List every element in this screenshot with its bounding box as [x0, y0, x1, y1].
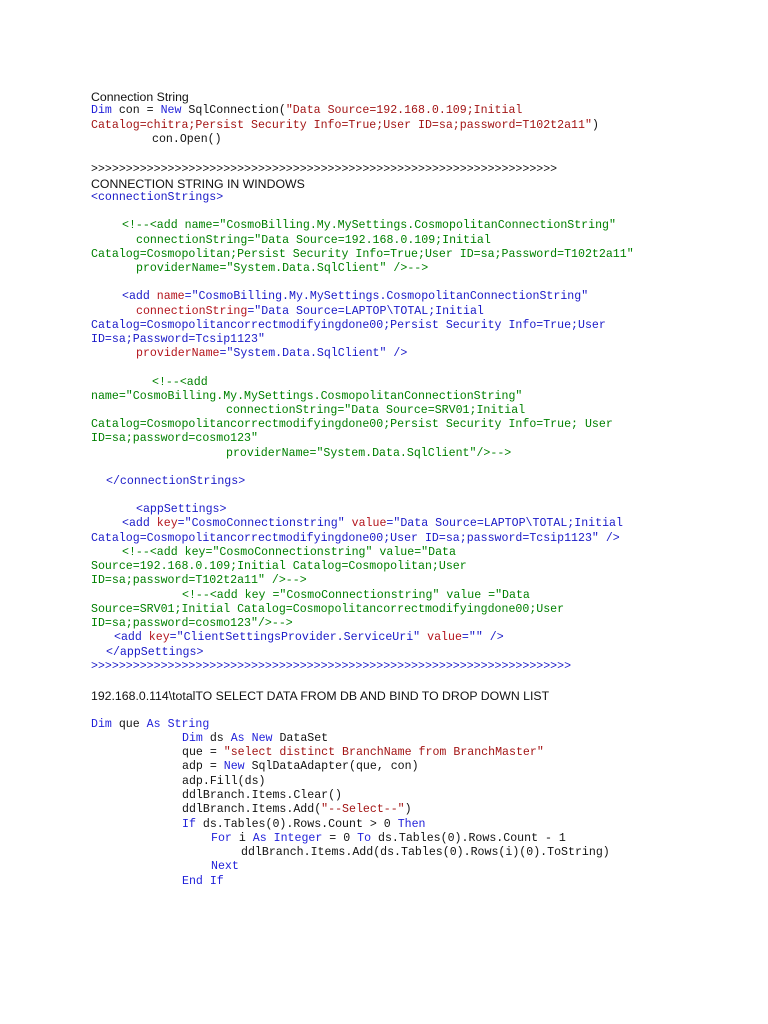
code-line: ddlBranch.Items.Add(ds.Tables(0).Rows(i)(0).ToString) — [241, 846, 610, 859]
code-line: Next — [211, 860, 239, 873]
xml-line: </connectionStrings> — [106, 475, 246, 488]
code-line: Catalog=chitra;Persist Security Info=True;User ID=sa;password=T102t2a11") — [91, 119, 599, 132]
code-line: End If — [182, 875, 224, 888]
xml-line: Catalog=Cosmopolitancorrectmodifyingdone00;User ID=sa;password=Tcsip1123" /> — [91, 532, 620, 545]
code-line: adp.Fill(ds) — [182, 775, 266, 788]
xml-line: connectionString="Data Source=LAPTOP\TOTAL;Initial — [136, 305, 484, 318]
heading-select-data: 192.168.0.114\totalTO SELECT DATA FROM DB AND BIND TO DROP DOWN LIST — [91, 689, 550, 703]
code-line: If ds.Tables(0).Rows.Count > 0 Then — [182, 818, 426, 831]
xml-line: <connectionStrings> — [91, 191, 224, 204]
code-line: que = "select distinct BranchName from BranchMaster" — [182, 746, 544, 759]
xml-comment-line: <!--<add — [152, 376, 208, 389]
xml-comment-line: connectionString="Data Source=192.168.0.109;Initial — [136, 234, 491, 247]
code-line: con.Open() — [152, 133, 222, 146]
xml-comment-line: ID=sa;password=cosmo123" — [91, 432, 258, 445]
xml-comment-line: providerName="System.Data.SqlClient" />--> — [136, 262, 429, 275]
xml-line: <add key="ClientSettingsProvider.ServiceUri" value="" /> — [114, 631, 504, 644]
code-line: ddlBranch.Items.Clear() — [182, 789, 343, 802]
xml-comment-line: <!--<add key ="CosmoConnectionstring" value ="Data — [182, 589, 530, 602]
code-line: Dim que As String — [91, 718, 210, 731]
code-line: ddlBranch.Items.Add("--Select--") — [182, 803, 412, 816]
xml-comment-line: ID=sa;password=cosmo123"/>--> — [91, 617, 293, 630]
xml-line: providerName="System.Data.SqlClient" /> — [136, 347, 408, 360]
xml-comment-line: providerName="System.Data.SqlClient"/>--> — [226, 447, 512, 460]
code-line: Dim ds As New DataSet — [182, 732, 329, 745]
xml-comment-line: name="CosmoBilling.My.MySettings.CosmopolitanConnectionString" — [91, 390, 523, 403]
code-line: adp = New SqlDataAdapter(que, con) — [182, 760, 419, 773]
xml-line: <add key="CosmoConnectionstring" value="Data Source=LAPTOP\TOTAL;Initial — [122, 517, 623, 530]
xml-comment-line: Catalog=Cosmopolitancorrectmodifyingdone00;Persist Security Info=True; User — [91, 418, 613, 431]
xml-line: <add name="CosmoBilling.My.MySettings.CosmopolitanConnectionString" — [122, 290, 589, 303]
xml-comment-line: ID=sa;password=T102t2a11" />--> — [91, 574, 307, 587]
separator-line: >>>>>>>>>>>>>>>>>>>>>>>>>>>>>>>>>>>>>>>>>>>>>>>>>>>>>>>>>>>>>>>>>>> — [91, 163, 558, 176]
heading-connection-string: Connection String — [91, 90, 189, 104]
xml-line: </appSettings> — [106, 646, 204, 659]
xml-line: <appSettings> — [136, 503, 227, 516]
xml-comment-line: <!--<add key="CosmoConnectionstring" value="Data — [122, 546, 456, 559]
xml-comment-line: Source=SRV01;Initial Catalog=Cosmopolitancorrectmodifyingdone00;User — [91, 603, 565, 616]
xml-comment-line: Source=192.168.0.109;Initial Catalog=Cosmopolitan;User — [91, 560, 467, 573]
xml-line: ID=sa;Password=Tcsip1123" — [91, 333, 265, 346]
xml-comment-line: Catalog=Cosmopolitan;Persist Security Info=True;User ID=sa;Password=T102t2a11" — [91, 248, 634, 261]
xml-comment-line: connectionString="Data Source=SRV01;Initial — [226, 404, 526, 417]
code-line: For i As Integer = 0 To ds.Tables(0).Rows.Count - 1 — [211, 832, 566, 845]
code-line: Dim con = New SqlConnection("Data Source=192.168.0.109;Initial — [91, 104, 523, 117]
heading-connection-string-windows: CONNECTION STRING IN WINDOWS — [91, 177, 305, 191]
xml-line: Catalog=Cosmopolitancorrectmodifyingdone00;Persist Security Info=True;User — [91, 319, 606, 332]
separator-line: >>>>>>>>>>>>>>>>>>>>>>>>>>>>>>>>>>>>>>>>>>>>>>>>>>>>>>>>>>>>>>>>>>>>> — [91, 660, 572, 673]
xml-comment-line: <!--<add name="CosmoBilling.My.MySettings.CosmopolitanConnectionString" — [122, 219, 616, 232]
